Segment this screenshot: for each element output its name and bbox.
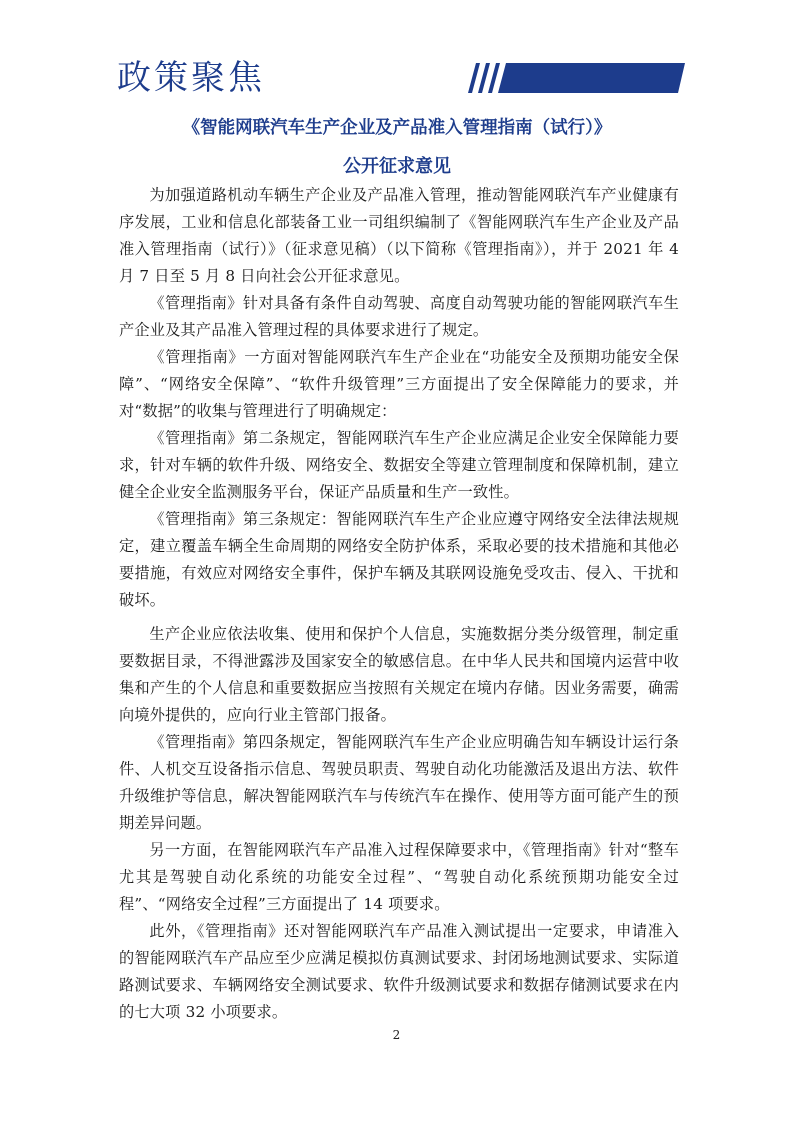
paragraph: 《管理指南》一方面对智能网联汽车生产企业在“功能安全及预期功能安全保障”、“网络安全保障”、“软件升级管理”三方面提出了安全保障能力的要求，并对“数据”的收集与管理进行了明确规定： bbox=[119, 348, 679, 420]
paragraph: 《管理指南》针对具备有条件自动驾驶、高度自动驾驶功能的智能网联汽车生产企业及其产品准入管理过程的具体要求进行了规定。 bbox=[119, 294, 679, 339]
section-title: 政策聚焦 bbox=[117, 58, 265, 98]
paragraph: 《管理指南》第四条规定，智能网联汽车生产企业应明确告知车辆设计运行条件、人机交互设备指示信息、驾驶员职责、驾驶自动化功能激活及退出方法、软件升级维护等信息，解决智能网联汽车与传统汽车在操作、使用等方面可能产生的预期差异问题。 bbox=[119, 733, 679, 832]
header-stripe-decoration bbox=[468, 63, 685, 93]
paragraph: 《管理指南》第二条规定，智能网联汽车生产企业应满足企业安全保障能力要求，针对车辆的软件升级、网络安全、数据安全等建立管理制度和保障机制，建立健全企业安全监测服务平台，保证产品质量和生产一致性。 bbox=[119, 429, 679, 501]
document-subtitle: 公开征求意见 bbox=[343, 156, 451, 177]
article-body bbox=[119, 182, 679, 1026]
paragraph: 《管理指南》第三条规定：智能网联汽车生产企业应遵守网络安全法律法规规定，建立覆盖车辆全生命周期的网络安全防护体系，采取必要的技术措施和其他必要措施，有效应对网络安全事件，保护车辆及其联网设施免受攻击、侵入、干扰和破坏。 bbox=[119, 510, 679, 609]
paragraph: 为加强道路机动车辆生产企业及产品准入管理，推动智能网联汽车产业健康有序发展，工业和信息化部装备工业一司组织编制了《智能网联汽车生产企业及产品准入管理指南（试行）》（征求意见稿）（以下简称《管理指南》），并于 2021 年 4 月 7 日至 5 月 8 日向社会公开征求意见。 bbox=[119, 186, 679, 285]
document-title: 《智能网联汽车生产企业及产品准入管理指南（试行）》 bbox=[182, 118, 612, 138]
paragraph: 生产企业应依法收集、使用和保护个人信息，实施数据分类分级管理，制定重要数据目录，不得泄露涉及国家安全的敏感信息。在中华人民共和国境内运营中收集和产生的个人信息和重要数据应当按照有关规定在境内存储。因业务需要，确需向境外提供的，应向行业主管部门报备。 bbox=[119, 625, 679, 724]
paragraph: 此外，《管理指南》还对智能网联汽车产品准入测试提出一定要求，申请准入的智能网联汽车产品应至少应满足模拟仿真测试要求、封闭场地测试要求、实际道路测试要求、车辆网络安全测试要求、软件升级测试要求和数据存储测试要求在内的七大项 32 小项要求。 bbox=[119, 922, 679, 1021]
page-number: 2 bbox=[392, 1028, 401, 1042]
paragraph: 另一方面，在智能网联汽车产品准入过程保障要求中，《管理指南》针对“整车尤其是驾驶自动化系统的功能安全过程”、“驾驶自动化系统预期功能安全过程”、“网络安全过程”三方面提出了 14 项要求。 bbox=[119, 841, 679, 913]
